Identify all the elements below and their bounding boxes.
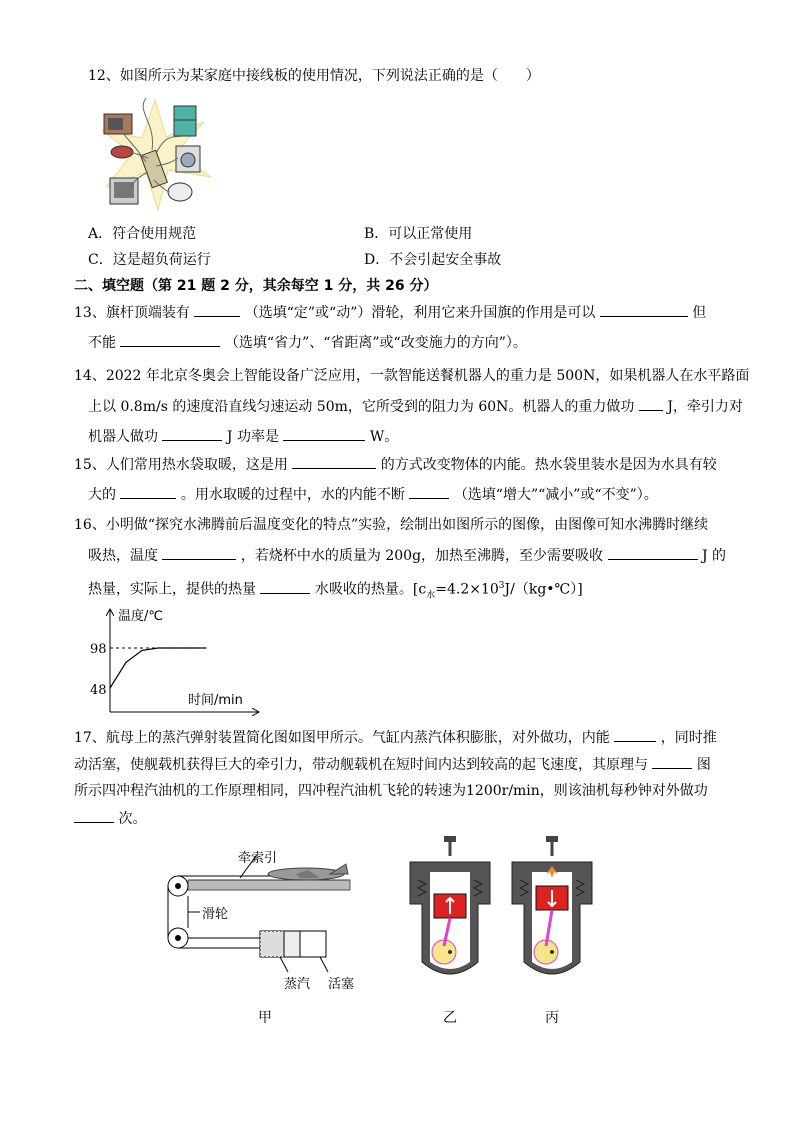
deck (188, 880, 350, 890)
q16-text-b: ，若烧杯中水的质量为 200g，加热至沸腾，至少需要吸收 (240, 548, 604, 564)
data-point (125, 662, 126, 663)
data-point (141, 650, 142, 651)
q16-line1: 16、小明做“探究水沸腾前后温度变化的特点”实验，绘制出如图所示的图像，由图像可知水沸腾时继续 (74, 517, 709, 533)
q16-blank-1[interactable] (162, 545, 236, 560)
q14-blank-2[interactable] (162, 426, 222, 441)
q16-line2 (88, 545, 726, 566)
q15-blank-1[interactable] (292, 454, 376, 469)
q15-text-a: 15、人们常用热水袋取暖，这是用 (74, 457, 288, 473)
x-axis-label: 时间/min (188, 693, 243, 708)
data-point (205, 647, 206, 648)
q16-text-a: 吸热，温度 (88, 548, 158, 564)
q13-line1 (74, 302, 706, 323)
q14-line3 (88, 426, 398, 447)
q17-text-e: 次。 (118, 811, 147, 827)
label-steam: 蒸汽 (284, 977, 311, 992)
q16-text-d: 热量，实际上，提供的热量 (88, 581, 256, 598)
q15-text-e: （选填“增大”“减小”或“不变”）。 (453, 487, 658, 503)
q13-blank-3[interactable] (120, 332, 220, 347)
q14-blank-1[interactable] (639, 396, 663, 411)
q16-superscript: 3 (498, 581, 505, 591)
q14-text-b: J，牵引力对 (667, 399, 743, 415)
label-piston: 活塞 (328, 977, 355, 992)
q16-subscript: 水 (426, 590, 436, 601)
q17-blank-3[interactable] (74, 808, 114, 823)
q16-blank-3[interactable] (260, 579, 310, 594)
q17-blank-2[interactable] (652, 754, 692, 769)
q16-text-e: 水吸收的热量。[c (314, 581, 427, 598)
y-tick-48: 48 (90, 683, 107, 698)
y-tick-98: 98 (90, 642, 107, 657)
temperature-curve (110, 648, 206, 688)
q17-line2 (74, 754, 711, 775)
q13-text-a: 13、旗杆顶端装有 (74, 305, 190, 321)
q15-text-b: 的方式改变物体的内能。热水袋里装水是因为水具有较 (380, 457, 717, 473)
option-b: B．可以正常使用 (364, 226, 473, 242)
q14-text-c: 机器人做功 (88, 429, 158, 445)
steam-catapult-diagram (160, 840, 360, 1000)
label-pulley: 滑轮 (202, 907, 229, 922)
q16-text-f: =4.2×10 (435, 581, 499, 598)
caption-bing: 丙 (545, 1010, 559, 1026)
q13-line2 (88, 332, 527, 353)
q17-text-a: 17、航母上的蒸汽弹射装置简化图如图甲所示。气缸内蒸汽体积膨胀，对外做功，内能 (74, 730, 610, 746)
label-rope: 牵索引 (238, 851, 278, 866)
aircraft-icon (268, 864, 348, 880)
piston (284, 931, 300, 957)
q15-blank-2[interactable] (120, 484, 176, 499)
data-point (157, 647, 158, 648)
engine-diagram-yi (404, 834, 496, 994)
q12-stem: 12、如图所示为某家庭中接线板的使用情况，下列说法正确的是（ ） (88, 68, 540, 84)
q13-text-b: （选填“定”或“动”）滑轮，利用它来升国旗的作用是可以 (244, 305, 596, 321)
q17-text-d: 图 (696, 757, 711, 773)
q17-line3: 所示四冲程汽油机的工作原理相同，四冲程汽油机飞轮的转速为1200r/min，则该油机每秒钟对外做功 (74, 783, 708, 799)
engine-diagram-bing (506, 834, 598, 994)
section-title: 二、填空题（第 21 题 2 分，其余每空 1 分，共 26 分） (74, 278, 438, 294)
q15-blank-3[interactable] (409, 484, 449, 499)
q15-text-c: 大的 (88, 487, 116, 503)
option-c: C．这是超负荷运行 (88, 252, 211, 268)
q14-text-e: W。 (369, 429, 399, 445)
caption-jia: 甲 (258, 1010, 272, 1026)
q14-text-d: J 功率是 (226, 429, 279, 445)
q17-text-b: ，同时推 (660, 730, 717, 746)
data-point (173, 647, 174, 648)
q14-line1: 14、2022 年北京冬奥会上智能设备广泛应用，一款智能送餐机器人的重力是 500N，如果机器人在水平路面 (74, 368, 750, 384)
q15-line1 (74, 454, 717, 475)
q17-text-c: 动活塞，使舰载机获得巨大的牵引力，带动舰载机在短时间内达到较高的起飞速度，其原理与 (74, 757, 648, 773)
q17-line4 (74, 808, 146, 829)
caption-yi: 乙 (443, 1010, 457, 1026)
power-strip-illustration (96, 92, 214, 216)
data-point (189, 647, 190, 648)
data-point (109, 687, 110, 688)
q14-blank-3[interactable] (283, 426, 365, 441)
q17-blank-1[interactable] (614, 727, 656, 742)
q15-text-d: 。用水取暖的过程中，水的内能不断 (180, 487, 405, 503)
q13-blank-1[interactable] (194, 302, 240, 317)
q13-text-d: 不能 (88, 335, 116, 351)
option-d: D．不会引起安全事故 (364, 252, 502, 268)
q13-text-c: 但 (692, 305, 707, 321)
q16-text-c: J 的 (701, 548, 727, 564)
y-axis-label: 温度/℃ (118, 609, 163, 624)
option-a: A．符合使用规范 (88, 226, 197, 242)
q13-blank-2[interactable] (600, 302, 688, 317)
q14-line2 (88, 396, 743, 417)
q14-text-a: 上以 0.8m/s 的速度沿直线匀速运动 50m，它所受到的阻力为 60N。机器人的重力做功 (88, 399, 635, 415)
q17-line1 (74, 727, 717, 748)
q16-blank-2[interactable] (608, 545, 698, 560)
q15-line2 (88, 484, 658, 505)
q16-text-g: J/（kg•℃）] (504, 581, 583, 598)
temperature-graph (86, 602, 266, 718)
q13-text-e: （选填“省力”、“省距离”或“改变施力的方向”）。 (224, 335, 527, 351)
